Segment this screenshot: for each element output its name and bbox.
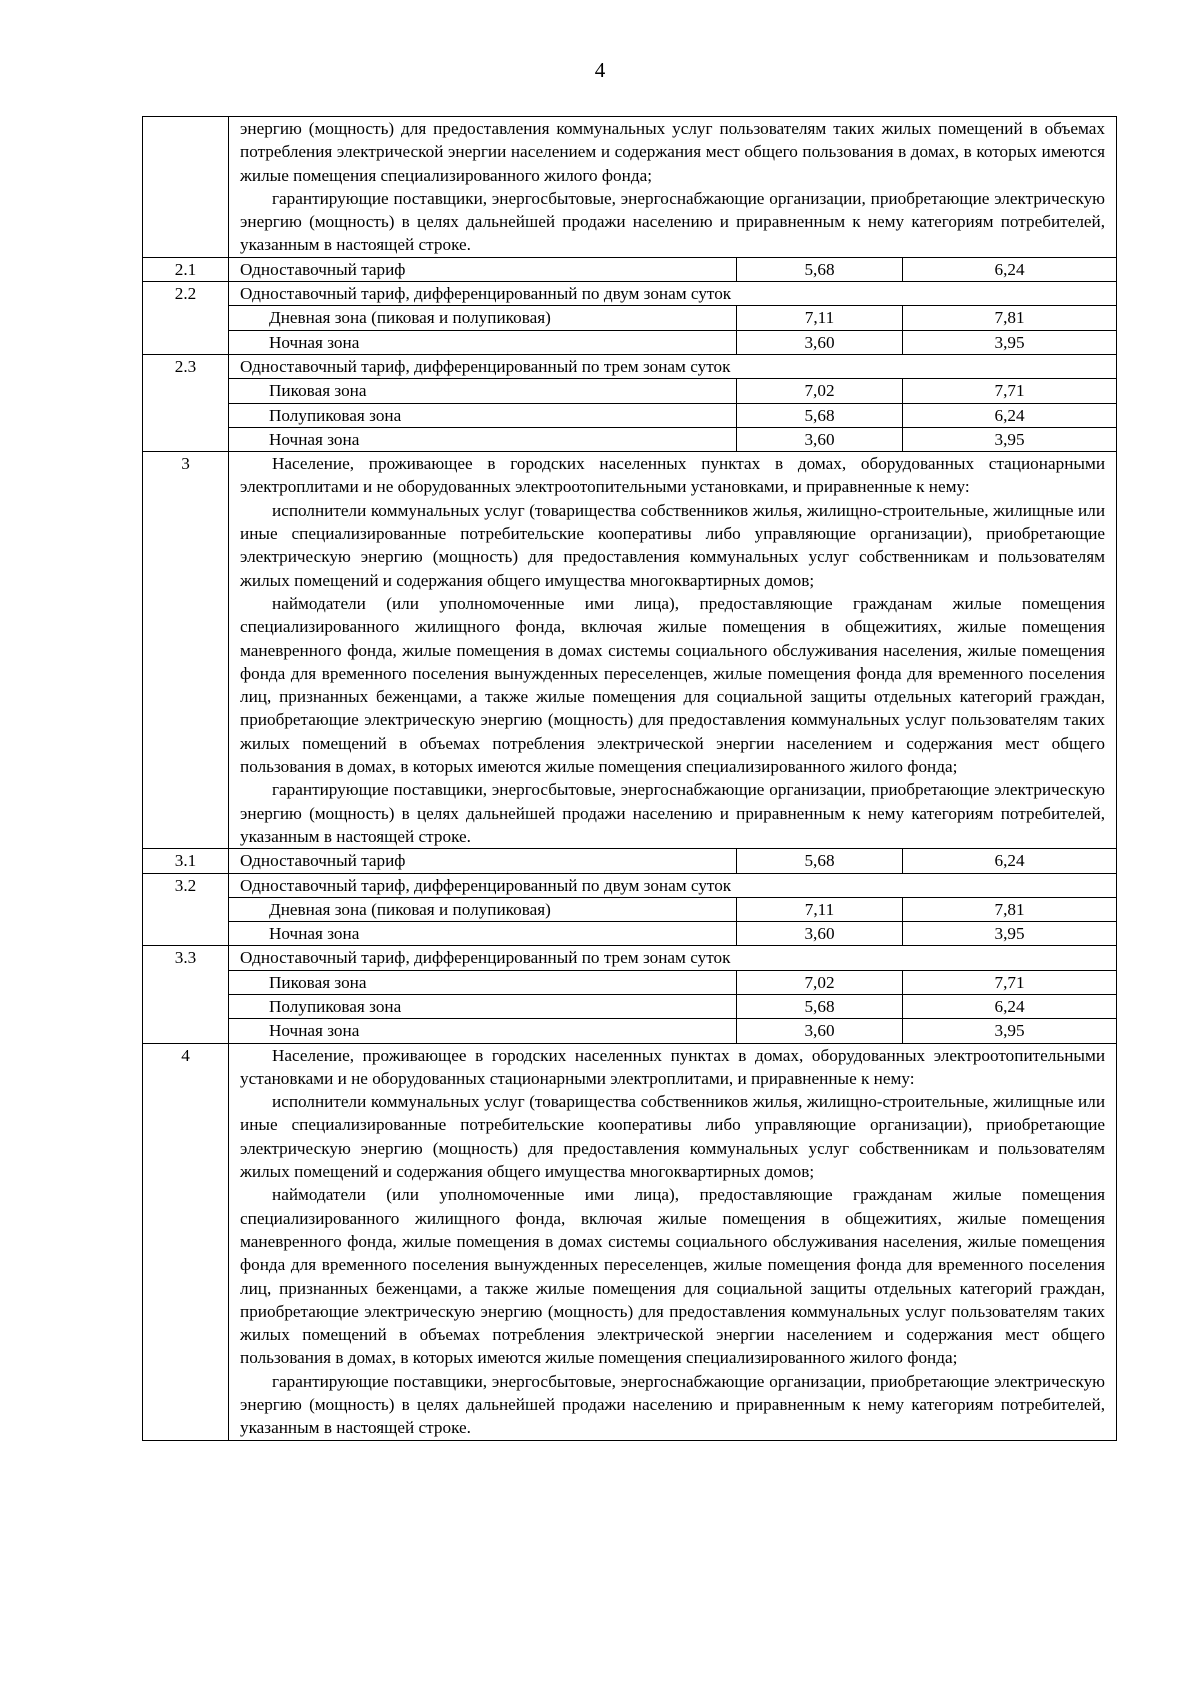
value-2: 6,24 bbox=[903, 994, 1117, 1018]
table-subrow bbox=[143, 994, 1117, 1018]
value-2: 3,95 bbox=[903, 1019, 1117, 1043]
value-1: 5,68 bbox=[737, 257, 903, 281]
text-paragraph: наймодатели (или уполномоченные ими лица), предоставляющие гражданам жилые помещения специализированного жилищного фонда, включая жилые помещения в общежитиях, жилые помещения маневренного фонда, жилые помещения в домах системы социального обслуживания населения, жилые помещения фонда для временного поселения вынужденных переселенцев, жилые помещения фонда для временного поселения лиц, признанных беженцами, а также жилые помещения для социальной защиты отдельных категорий граждан, приобретающие электрическую энергию (мощность) для предоставления коммунальных услуг пользователям таких жилых помещений в объемах потребления электрической энергии населением и содержания мест общего пользования в домах, в которых имеются жилые помещения специализированного жилого фонда; bbox=[240, 593, 1106, 777]
value-2: 7,81 bbox=[903, 897, 1117, 921]
value-2: 6,24 bbox=[903, 257, 1117, 281]
row-number: 2.2 bbox=[143, 282, 229, 355]
zone-label: Ночная зона bbox=[229, 922, 737, 946]
value-1: 3,60 bbox=[737, 427, 903, 451]
row-label: Одноставочный тариф bbox=[229, 849, 737, 873]
row-number: 2.3 bbox=[143, 354, 229, 451]
value-1: 3,60 bbox=[737, 1019, 903, 1043]
value-2: 3,95 bbox=[903, 330, 1117, 354]
zone-label: Пиковая зона bbox=[229, 379, 737, 403]
row-text bbox=[229, 452, 1117, 849]
value-1: 7,02 bbox=[737, 970, 903, 994]
table-subrow bbox=[143, 306, 1117, 330]
zone-label: Ночная зона bbox=[229, 1019, 737, 1043]
text-paragraph: Население, проживающее в городских населенных пунктах в домах, оборудованных стационарными электроплитами и не оборудованных электроотопительными установками, и приравненные к нему: bbox=[240, 454, 1106, 497]
table-row bbox=[143, 117, 1117, 258]
text-paragraph: энергию (мощность) для предоставления коммунальных услуг пользователям таких жилых помещений в объемах потребления электрической энергии населением и содержания мест общего пользования в домах, в которых имеются жилые помещения специализированного жилого фонда; bbox=[240, 119, 1106, 185]
value-2: 6,24 bbox=[903, 403, 1117, 427]
table-subrow bbox=[143, 379, 1117, 403]
row-number: 4 bbox=[143, 1043, 229, 1440]
value-1: 7,11 bbox=[737, 306, 903, 330]
value-2: 6,24 bbox=[903, 849, 1117, 873]
row-number: 3.3 bbox=[143, 946, 229, 1043]
value-2: 7,81 bbox=[903, 306, 1117, 330]
table-subrow bbox=[143, 970, 1117, 994]
text-paragraph: гарантирующие поставщики, энергосбытовые, энергоснабжающие организации, приобретающие электрическую энергию (мощность) в целях дальнейшей продажи населению и приравненным к нему категориям потребителей, указанным в настоящей строке. bbox=[240, 1371, 1106, 1438]
table-subrow bbox=[143, 427, 1117, 451]
row-text bbox=[229, 117, 1117, 258]
value-2: 3,95 bbox=[903, 922, 1117, 946]
value-1: 7,11 bbox=[737, 897, 903, 921]
row-label: Одноставочный тариф, дифференцированный по двум зонам суток bbox=[229, 282, 1117, 306]
text-paragraph: исполнители коммунальных услуг (товарищества собственников жилья, жилищно-строительные, жилищные или иные специализированные потребительские кооперативы либо управляющие организации), приобретающие электрическую энергию (мощность) для предоставления коммунальных услуг собственникам и пользователям жилых помещений и содержания общего имущества многоквартирных домов; bbox=[240, 500, 1106, 590]
table-row bbox=[143, 849, 1117, 873]
zone-label: Дневная зона (пиковая и полупиковая) bbox=[229, 897, 737, 921]
row-label: Одноставочный тариф, дифференцированный по трем зонам суток bbox=[229, 354, 1117, 378]
table-row bbox=[143, 452, 1117, 849]
row-number: 3.1 bbox=[143, 849, 229, 873]
table-row bbox=[143, 257, 1117, 281]
row-number bbox=[143, 117, 229, 258]
table-row bbox=[143, 873, 1117, 897]
table-subrow bbox=[143, 922, 1117, 946]
table-subrow bbox=[143, 897, 1117, 921]
page-number: 4 bbox=[594, 58, 606, 82]
row-number: 3.2 bbox=[143, 873, 229, 946]
text-paragraph: наймодатели (или уполномоченные ими лица), предоставляющие гражданам жилые помещения специализированного жилищного фонда, включая жилые помещения в общежитиях, жилые помещения маневренного фонда, жилые помещения в домах системы социального обслуживания населения, жилые помещения фонда для временного поселения вынужденных переселенцев, жилые помещения фонда для временного поселения лиц, признанных беженцами, а также жилые помещения для социальной защиты отдельных категорий граждан, приобретающие электрическую энергию (мощность) для предоставления коммунальных услуг пользователям таких жилых помещений в объемах потребления электрической энергии населением и содержания мест общего пользования в домах, в которых имеются жилые помещения специализированного жилого фонда; bbox=[240, 1185, 1106, 1368]
value-1: 3,60 bbox=[737, 922, 903, 946]
table-row bbox=[143, 282, 1117, 306]
table-subrow bbox=[143, 403, 1117, 427]
row-number: 3 bbox=[143, 452, 229, 849]
tariff-table bbox=[142, 116, 1117, 1441]
table-row bbox=[143, 946, 1117, 970]
value-1: 5,68 bbox=[737, 849, 903, 873]
zone-label: Полупиковая зона bbox=[229, 994, 737, 1018]
value-2: 3,95 bbox=[903, 427, 1117, 451]
table-subrow bbox=[143, 1019, 1117, 1043]
table-subrow bbox=[143, 330, 1117, 354]
value-1: 3,60 bbox=[737, 330, 903, 354]
value-2: 7,71 bbox=[903, 379, 1117, 403]
row-label: Одноставочный тариф, дифференцированный по двум зонам суток bbox=[229, 873, 1117, 897]
row-text bbox=[229, 1043, 1117, 1440]
text-paragraph: гарантирующие поставщики, энергосбытовые, энергоснабжающие организации, приобретающие электрическую энергию (мощность) в целях дальнейшей продажи населению и приравненным к нему категориям потребителей, указанным в настоящей строке. bbox=[240, 188, 1106, 255]
zone-label: Ночная зона bbox=[229, 330, 737, 354]
row-label: Одноставочный тариф, дифференцированный по трем зонам суток bbox=[229, 946, 1117, 970]
text-paragraph: гарантирующие поставщики, энергосбытовые, энергоснабжающие организации, приобретающие электрическую энергию (мощность) в целях дальнейшей продажи населению и приравненным к нему категориям потребителей, указанным в настоящей строке. bbox=[240, 780, 1106, 846]
value-1: 5,68 bbox=[737, 994, 903, 1018]
row-label: Одноставочный тариф bbox=[229, 257, 737, 281]
row-number: 2.1 bbox=[143, 257, 229, 281]
zone-label: Пиковая зона bbox=[229, 970, 737, 994]
value-2: 7,71 bbox=[903, 970, 1117, 994]
zone-label: Полупиковая зона bbox=[229, 403, 737, 427]
zone-label: Ночная зона bbox=[229, 427, 737, 451]
value-1: 5,68 bbox=[737, 403, 903, 427]
text-paragraph: исполнители коммунальных услуг (товарищества собственников жилья, жилищно-строительные, жилищные или иные специализированные потребительские кооперативы либо управляющие организации), приобретающие электрическую энергию (мощность) для предоставления коммунальных услуг собственникам и пользователям жилых помещений и содержания общего имущества многоквартирных домов; bbox=[240, 1092, 1106, 1182]
table-row bbox=[143, 1043, 1117, 1440]
table-row bbox=[143, 354, 1117, 378]
zone-label: Дневная зона (пиковая и полупиковая) bbox=[229, 306, 737, 330]
text-paragraph: Население, проживающее в городских населенных пунктах в домах, оборудованных электроотопительными установками и не оборудованных стационарными электроплитами, и приравненные к нему: bbox=[240, 1045, 1106, 1088]
value-1: 7,02 bbox=[737, 379, 903, 403]
